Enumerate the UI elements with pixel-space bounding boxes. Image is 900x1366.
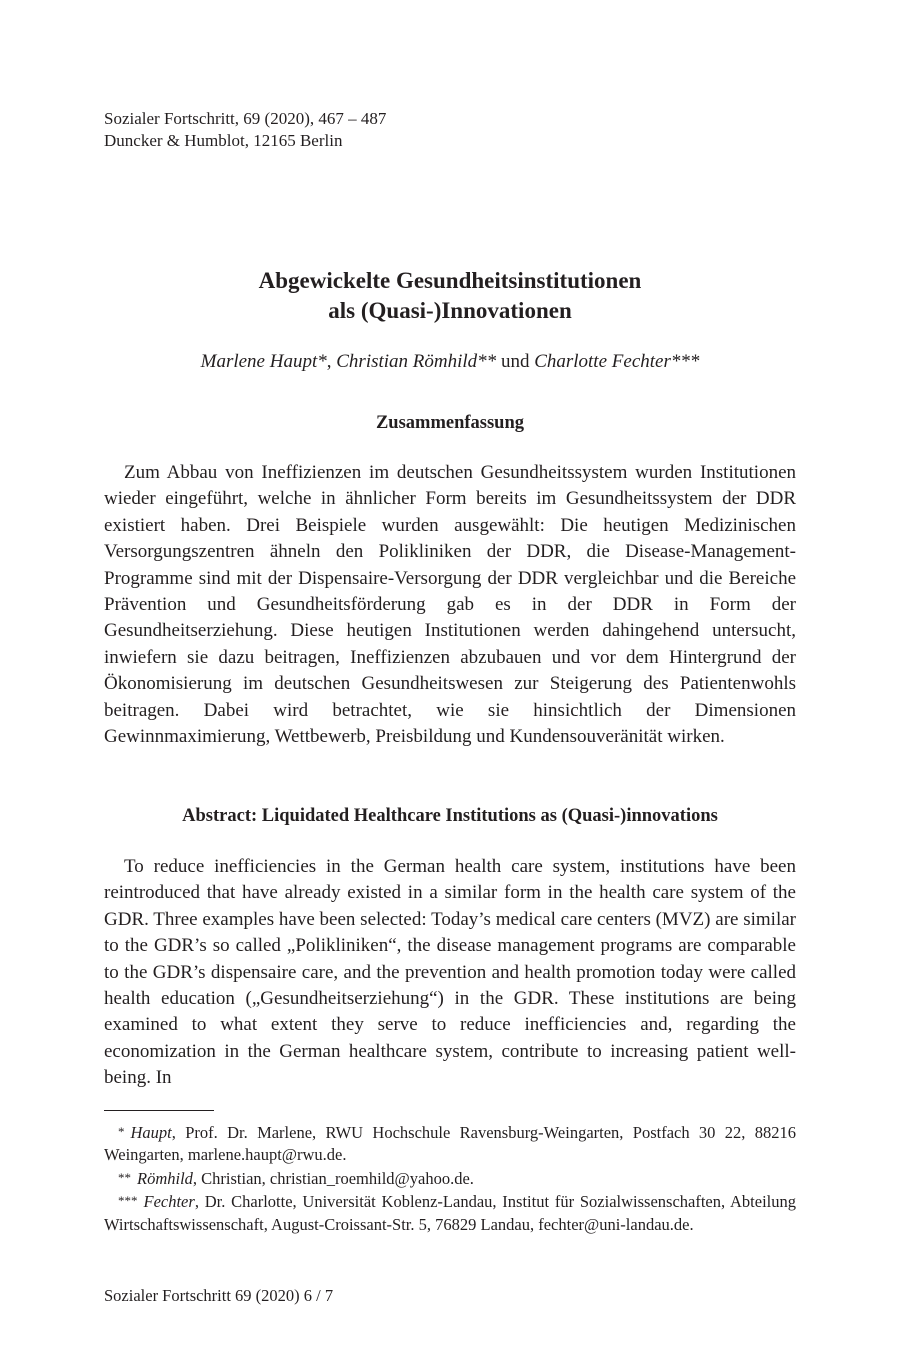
journal-header bbox=[104, 108, 386, 152]
footnote-text: , Dr. Charlotte, Universität Koblenz-Landau, Institut für Sozialwissenschaften, Abteilung Wirtschaftswissenschaft, August-Croissant-Str. 5, 76829 Landau, fechter@uni-landau.de. bbox=[104, 1192, 796, 1234]
footnotes bbox=[104, 1121, 796, 1236]
footnote-text: , Christian, christian_roemhild@yahoo.de. bbox=[192, 1168, 474, 1188]
footnote-name: Fechter bbox=[143, 1192, 195, 1212]
page-footer: Sozialer Fortschritt 69 (2020) 6 / 7 bbox=[104, 1286, 334, 1305]
abstract-heading: Abstract: Liquidated Healthcare Institutions as (Quasi-)innovations bbox=[182, 806, 718, 826]
author-fechter: Charlotte Fechter*** bbox=[534, 351, 700, 372]
author-conjunction: und bbox=[496, 351, 535, 372]
footnote-mark: * bbox=[118, 1124, 125, 1139]
author-list bbox=[104, 350, 796, 374]
article-title bbox=[104, 266, 796, 326]
abstract-text: To reduce inefficiencies in the German health care system, institutions have been reintroduced that have already existed in a similar form in the health care system of the GDR. Three examples have been selected: Today’s medical care centers (MVZ) are similar to the GDR’s so called „Polikliniken“, the disease management programs are comparable to the GDR’s dispensaire care, and the prevention and health promotion today were called health education („Gesundheitserziehung“) in the GDR. These institutions are being examined to what extent they serve to reduce inefficiencies and, regarding the economization in the German healthcare system, contribute to increasing patient well-being. In bbox=[104, 856, 796, 1089]
title-line-2: als (Quasi-)Innovationen bbox=[328, 298, 572, 323]
footnote-fechter bbox=[104, 1190, 796, 1236]
publisher-line: Duncker & Humblot, 12165 Berlin bbox=[104, 131, 343, 150]
zusammenfassung-text: Zum Abbau von Ineffizienzen im deutschen Gesundheitssystem wurden Institutionen wieder eingeführt, welche in ähnlicher Form bereits im Gesundheitssystem der DDR existiert haben. Drei Beispiele wurden ausgewählt: Die heutigen Medizinischen Versorgungszentren ähneln den Polikliniken der DDR, die Disease-Management-Programme sind mit der Dispensaire-Versorgung der DDR vergleichbar und die Bereiche Prävention und Gesundheitsförderung gab es in der DDR in Form der Gesundheitserziehung. Diese heutigen Institutionen werden dahingehend untersucht, inwiefern sie dazu beitragen, Ineffizienzen abzubauen und vor dem Hintergrund der Ökonomisierung im deutschen Gesundheitswesen zur Steigerung des Patientenwohls beitragen. Dabei wird betrachtet, wie sie hinsichtlich der Dimensionen Gewinnmaximierung, Wettbewerb, Preisbildung und Kundensouveränität wirken. bbox=[104, 462, 796, 748]
footnote-mark: *** bbox=[118, 1193, 138, 1209]
title-line-1: Abgewickelte Gesundheitsinstitutionen bbox=[258, 268, 642, 293]
footnote-text: , Prof. Dr. Marlene, RWU Hochschule Ravensburg-Weingarten, Postfach 30 22, 88216 Weingarten, marlene.haupt@rwu.de. bbox=[104, 1123, 796, 1165]
author-haupt: Marlene Haupt* bbox=[200, 351, 327, 372]
author-separator: , bbox=[326, 351, 337, 372]
footnote-name: Haupt bbox=[130, 1123, 172, 1142]
footnote-divider bbox=[104, 1110, 214, 1111]
author-roemhild: Christian Römhild** bbox=[336, 351, 497, 372]
footnote-name: Römhild bbox=[137, 1168, 193, 1188]
zusammenfassung-heading: Zusammenfassung bbox=[375, 413, 525, 433]
footnote-haupt bbox=[104, 1121, 796, 1167]
footnote-roemhild bbox=[104, 1167, 796, 1190]
journal-citation: Sozialer Fortschritt, 69 (2020), 467 – 487 bbox=[104, 109, 387, 128]
footnote-mark: ** bbox=[118, 1169, 131, 1185]
